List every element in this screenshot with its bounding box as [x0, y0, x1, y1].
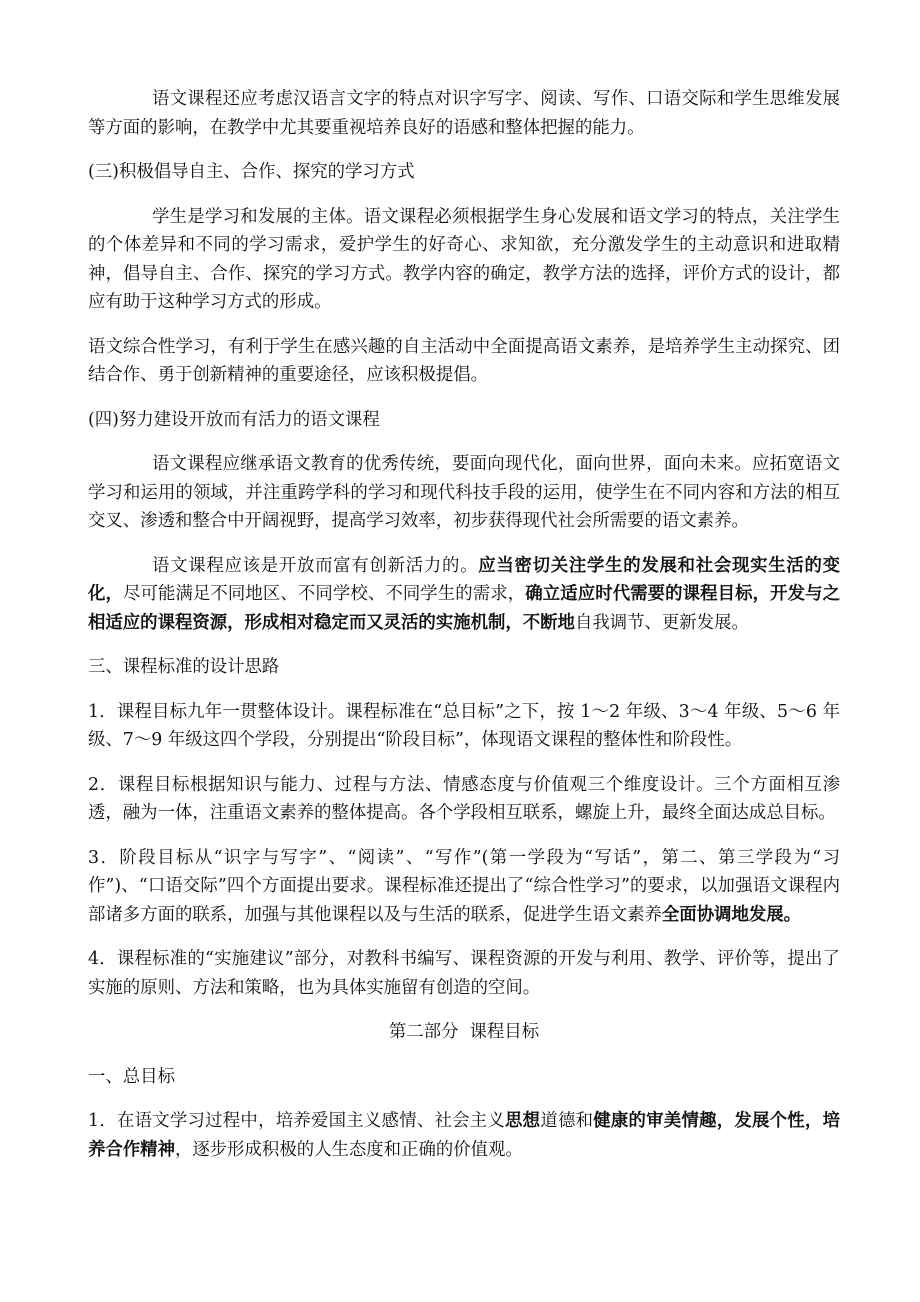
paragraph-8 [88, 844, 840, 930]
paragraph-3: 语文综合性学习，有利于学生在感兴趣的自主活动中全面提高语文素养，是培养学生主动探究、团结合作、勇于创新精神的重要途径，应该积极提倡。 [88, 336, 840, 385]
heading-design-ideas: 三、课程标准的设计思路 [88, 657, 280, 677]
heading-section-4: (四)努力建设开放而有活力的语文课程 [88, 409, 380, 430]
paragraph-8-part-a: 3．阶段目标从“识字与写字”、“阅读”、“写作”(第一学段为“写话”，第二、第三学段为“习作”)、“口语交际”四个方面提出要求。课程标准还提出了“综合性学习”的要求，以加强语文课程内部诸多方面的联系，加强与其他课程以及与生活的联系，促进学生语文素养 [88, 847, 840, 925]
paragraph-10 [88, 1107, 840, 1164]
paragraph-10-bold-b: 思想 [505, 1111, 541, 1131]
paragraph-10-part-c: 道德和 [540, 1111, 594, 1131]
paragraph-5 [88, 552, 840, 638]
paragraph-10-bold-d: 健康的审美情趣，发展个性，培养合作精神 [88, 1111, 840, 1160]
paragraph-2: 学生是学习和发展的主体。语文课程必须根据学生身心发展和语文学习的特点，关注学生的个体差异和不同的学习需求，爱护学生的好奇心、求知欲，充分激发学生的主动意识和进取精神，倡导自主、合作、探究的学习方式。教学内容的确定，教学方法的选择，评价方式的设计，都应有助于这种学习方式的形成。 [88, 206, 840, 312]
paragraph-5-part-e: 自我调节、更新发展。 [574, 612, 749, 633]
part-two-title: 第二部分 课程目标 [388, 1022, 540, 1042]
paragraph-5-part-a: 语文课程应该是开放而富有创新活力的。 [152, 555, 479, 576]
paragraph-4: 语文课程应继承语文教育的优秀传统，要面向现代化，面向世界，面向未来。应拓宽语文学习和运用的领域，并注重跨学科的学习和现代科技手段的运用，使学生在不同内容和方法的相互交叉、渗透和整合中开阔视野，提高学习效率，初步获得现代社会所需要的语文素养。 [88, 454, 840, 531]
paragraph-5-bold-d: 确立适应时代需要的课程目标，开发与之相适应的课程资源，形成相对稳定而又灵活的实施机制，不断地 [88, 584, 840, 633]
paragraph-5-bold-b: 应当密切关注学生的发展和社会现实生活的变化， [88, 555, 840, 604]
paragraph-9: 4．课程标准的“实施建议”部分，对教科书编写、课程资源的开发与利用、教学、评价等，提出了实施的原则、方法和策略，也为具体实施留有创造的空间。 [88, 949, 840, 998]
paragraph-10-part-a: 1．在语文学习过程中，培养爱国主义感情、社会主义 [88, 1111, 506, 1131]
paragraph-7: 2．课程目标根据知识与能力、过程与方法、情感态度与价值观三个维度设计。三个方面相互渗透，融为一体，注重语文素养的整体提高。各个学段相互联系，螺旋上升，最终全面达成总目标。 [88, 774, 840, 823]
paragraph-5-part-c: 尽可能满足不同地区、不同学校、不同学生的需求， [122, 584, 526, 604]
document-page [88, 85, 840, 1164]
paragraph-6: 1．课程目标九年一贯整体设计。课程标准在“总目标”之下，按 1～2 年级、3～4 年级、5～6 年级、7～9 年级这四个学段，分别提出“阶段目标”，体现语文课程的整体性和阶段性。 [88, 701, 840, 750]
paragraph-8-bold-b: 全面协调地发展。 [661, 904, 802, 925]
heading-general-goals: 一、总目标 [88, 1066, 175, 1087]
paragraph-1: 语文课程还应考虑汉语言文字的特点对识字写字、阅读、写作、口语交际和学生思维发展等方面的影响，在教学中尤其要重视培养良好的语感和整体把握的能力。 [88, 89, 840, 138]
heading-section-3: (三)积极倡导自主、合作、探究的学习方式 [88, 162, 415, 182]
paragraph-10-part-e: ，逐步形成积极的人生态度和正确的价值观。 [174, 1139, 523, 1160]
